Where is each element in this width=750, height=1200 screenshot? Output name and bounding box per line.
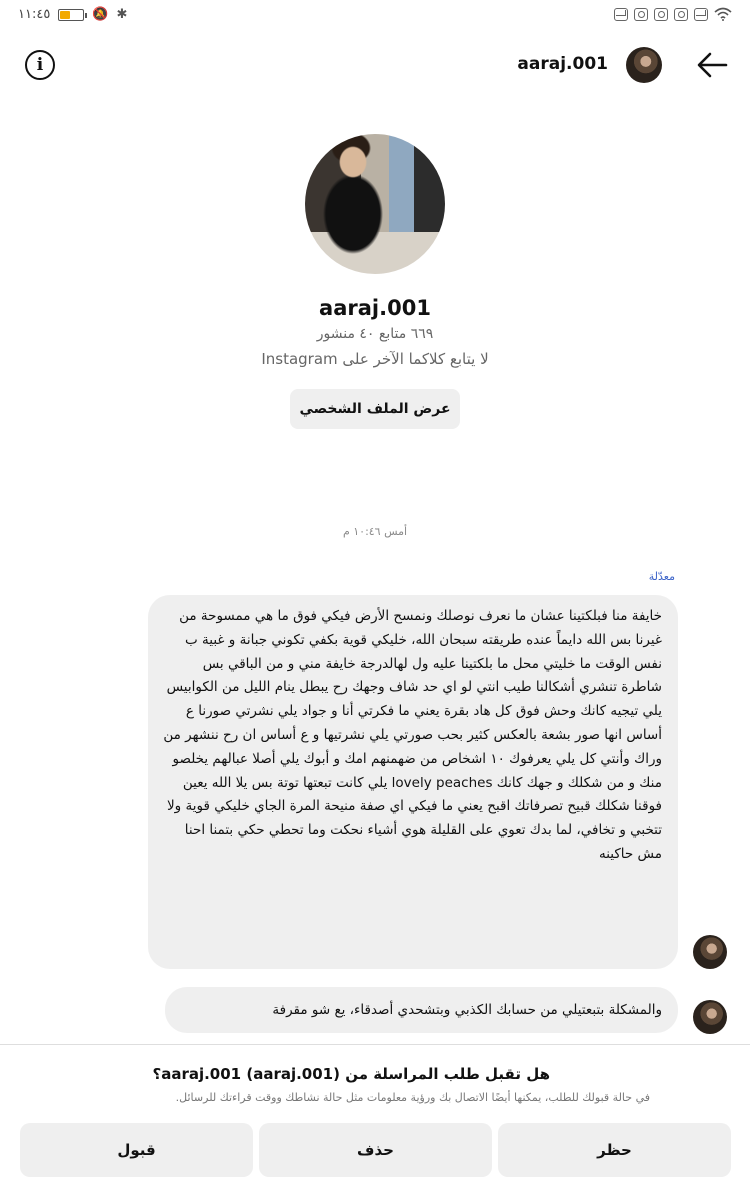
header-username[interactable]: aaraj.001: [517, 54, 608, 74]
sender-avatar[interactable]: [693, 1000, 727, 1034]
profile-stats: ٦٦٩ متابع ٤٠ منشور: [316, 326, 434, 342]
request-title: هل تقبل طلب المراسلة من aaraj.001 (aaraj.001)؟: [152, 1065, 550, 1083]
follow-status: لا يتابع كلاكما الآخر على Instagram: [261, 350, 489, 368]
sender-avatar[interactable]: [693, 935, 727, 969]
edited-label: معدّلة: [648, 570, 675, 583]
view-profile-button[interactable]: عرض الملف الشخصي: [290, 389, 460, 429]
message-bubble[interactable]: خايفة منا فبلكتينا عشان ما نعرف نوصلك ونمسح الأرض فيكي فوق ما هي ممسوحة من غيرنا بس الله دايماً عنده طريقته سبحان الله، خليكي قوية بكفي تكوني جبانة و غبية ب نفس الوقت ما خليتي محل ما بلكتينا عليه ول لهالدرجة خايفة مني و من الباقي بس شاطرة تنشري أشكالنا طيب انتي لو اي حد شاف وجهك رح يبطل ينام الليل من الكوابيس يلي تيجيه كانك وحش فوق كل هاد بقرة يعني ما فكرتي أنا و جواد يلي نشرتي صورنا ع أساس انها صور بشعة بالعكس كثير بحب صورتي يلي نشرتيها و ع أساس ان رح ننشهر من وراك وأنتي كل يلي يعرفوك ١٠ اشخاص من ضهمنهم امك و أبوك يلي أصلا عبالهم يخلصو منك و من شكلك و جهك كانك lovely peaches يلي كانت تبعتها توتة بس يلا الله يعين فوقنا شكلك قبيح تصرفاتك اقبح يعني ما فيكي اي صفة منيحة المرة الجاي خليكي قوية ولا تتخبي و تخافي، لما بدك تعوي على القليلة هوي أشياء نحكت وما تحطي حكي بتمنا احنا مش حاكينه: [148, 595, 678, 969]
message-bubble[interactable]: والمشكلة بتبعتيلي من حسابك الكذبي وبتشحدي أصدقاء، يع شو مقرفة: [165, 987, 678, 1033]
mail-icon: [614, 8, 628, 21]
profile-username: aaraj.001: [319, 296, 431, 320]
instagram-icon: [674, 8, 688, 21]
status-time: ١١:٤٥: [18, 7, 51, 22]
request-description: في حالة قبولك للطلب، يمكنها أيضًا الاتصال بك ورؤية معلومات مثل حالة نشاطك ووقت قراءتك للرسائل.: [175, 1091, 650, 1104]
profile-avatar[interactable]: [305, 134, 445, 274]
header-avatar[interactable]: [626, 47, 662, 83]
delete-button[interactable]: حذف: [259, 1123, 492, 1177]
status-bar: [0, 0, 750, 30]
status-right: [614, 7, 732, 21]
status-left: [18, 7, 127, 22]
wifi-icon: [714, 7, 732, 21]
arrow-left-icon[interactable]: [696, 50, 728, 80]
instagram-icon: [634, 8, 648, 21]
mute-icon: 🔕: [92, 7, 109, 22]
battery-icon: [58, 9, 84, 21]
message-request-panel: [0, 1044, 750, 1200]
instagram-icon: [654, 8, 668, 21]
mail-icon: [694, 8, 708, 21]
accept-button[interactable]: قبول: [20, 1123, 253, 1177]
block-button[interactable]: حظر: [498, 1123, 731, 1177]
info-icon[interactable]: i: [25, 50, 55, 80]
chat-header: [0, 30, 750, 100]
message-timestamp: أمس ١٠:٤٦ م: [342, 525, 408, 538]
bluetooth-icon: ✱: [116, 7, 128, 22]
